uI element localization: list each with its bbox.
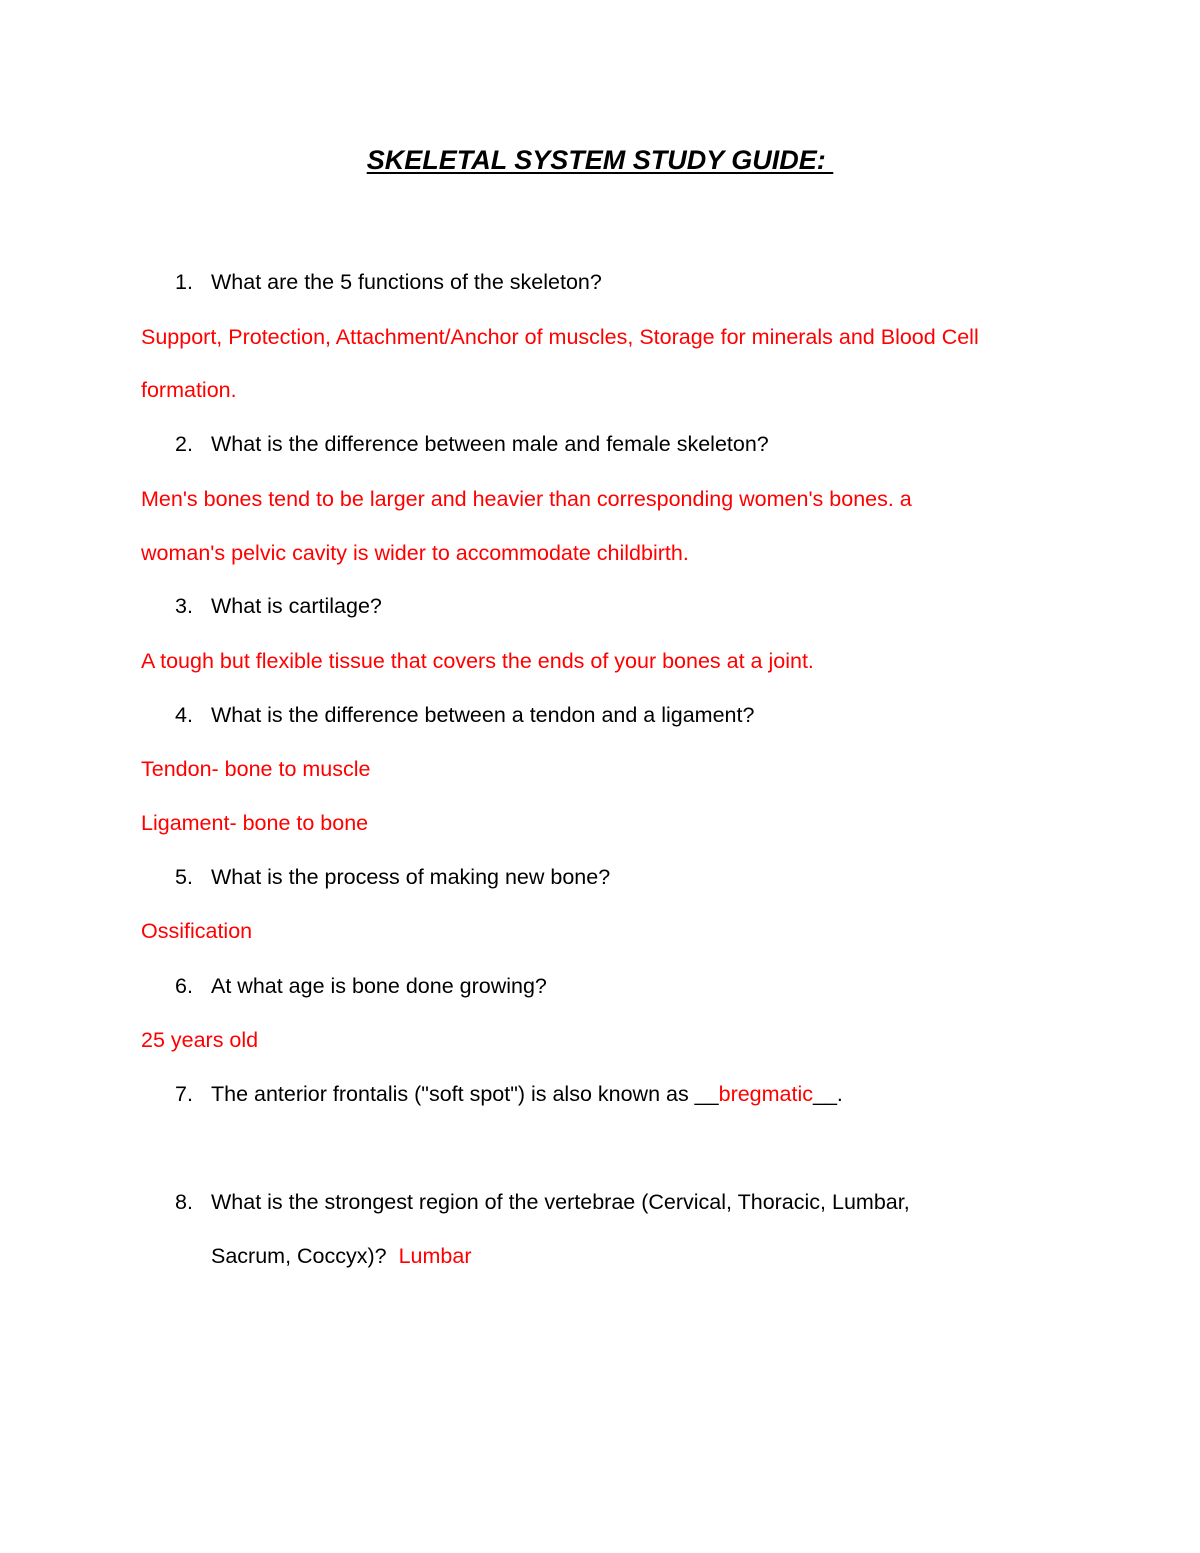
question-number: 3. — [175, 594, 193, 618]
question-text: At what age is bone done growing? — [211, 974, 547, 998]
question-text-line-1: What is the strongest region of the vertebrae (Cervical, Thoracic, Lumbar, — [211, 1190, 910, 1214]
answer-5-line-1: Ossification — [141, 919, 253, 943]
question-text: What is cartilage? — [211, 594, 382, 618]
question-text-before: The anterior frontalis ("soft spot") is also known as __ — [211, 1082, 719, 1106]
question-number: 7. — [175, 1082, 193, 1106]
answer-4-line-1: Tendon- bone to muscle — [141, 757, 371, 781]
inline-answer: Lumbar — [398, 1244, 472, 1268]
question-number: 1. — [175, 270, 193, 294]
question-number: 5. — [175, 865, 193, 889]
question-text-line-2: Sacrum, Coccyx)? — [211, 1244, 399, 1268]
question-text: What is the process of making new bone? — [211, 865, 611, 889]
answer-2-line-2: woman's pelvic cavity is wider to accommodate childbirth. — [141, 541, 689, 565]
answer-1-line-2: formation. — [141, 378, 237, 402]
question-number: 6. — [175, 974, 193, 998]
question-8-line-2 — [211, 1241, 471, 1271]
question-text: What is the difference between a tendon and a ligament? — [211, 703, 755, 727]
question-number: 2. — [175, 432, 193, 456]
answer-4-line-2: Ligament- bone to bone — [141, 811, 369, 835]
question-text: What is the difference between male and female skeleton? — [211, 432, 769, 456]
question-text: What are the 5 functions of the skeleton? — [211, 270, 602, 294]
answer-6-line-1: 25 years old — [141, 1028, 259, 1052]
page-title: SKELETAL SYSTEM STUDY GUIDE: — [366, 145, 834, 175]
inline-answer: bregmatic — [718, 1082, 814, 1106]
question-number: 8. — [175, 1190, 193, 1214]
answer-3-line-1: A tough but flexible tissue that covers the ends of your bones at a joint. — [141, 649, 814, 673]
question-number: 4. — [175, 703, 193, 727]
answer-2-line-1: Men's bones tend to be larger and heavier than corresponding women's bones. a — [141, 487, 912, 511]
answer-1-line-1: Support, Protection, Attachment/Anchor of muscles, Storage for minerals and Blood Cell — [141, 325, 979, 349]
question-text — [211, 1079, 843, 1109]
question-text-after: __. — [813, 1082, 843, 1106]
